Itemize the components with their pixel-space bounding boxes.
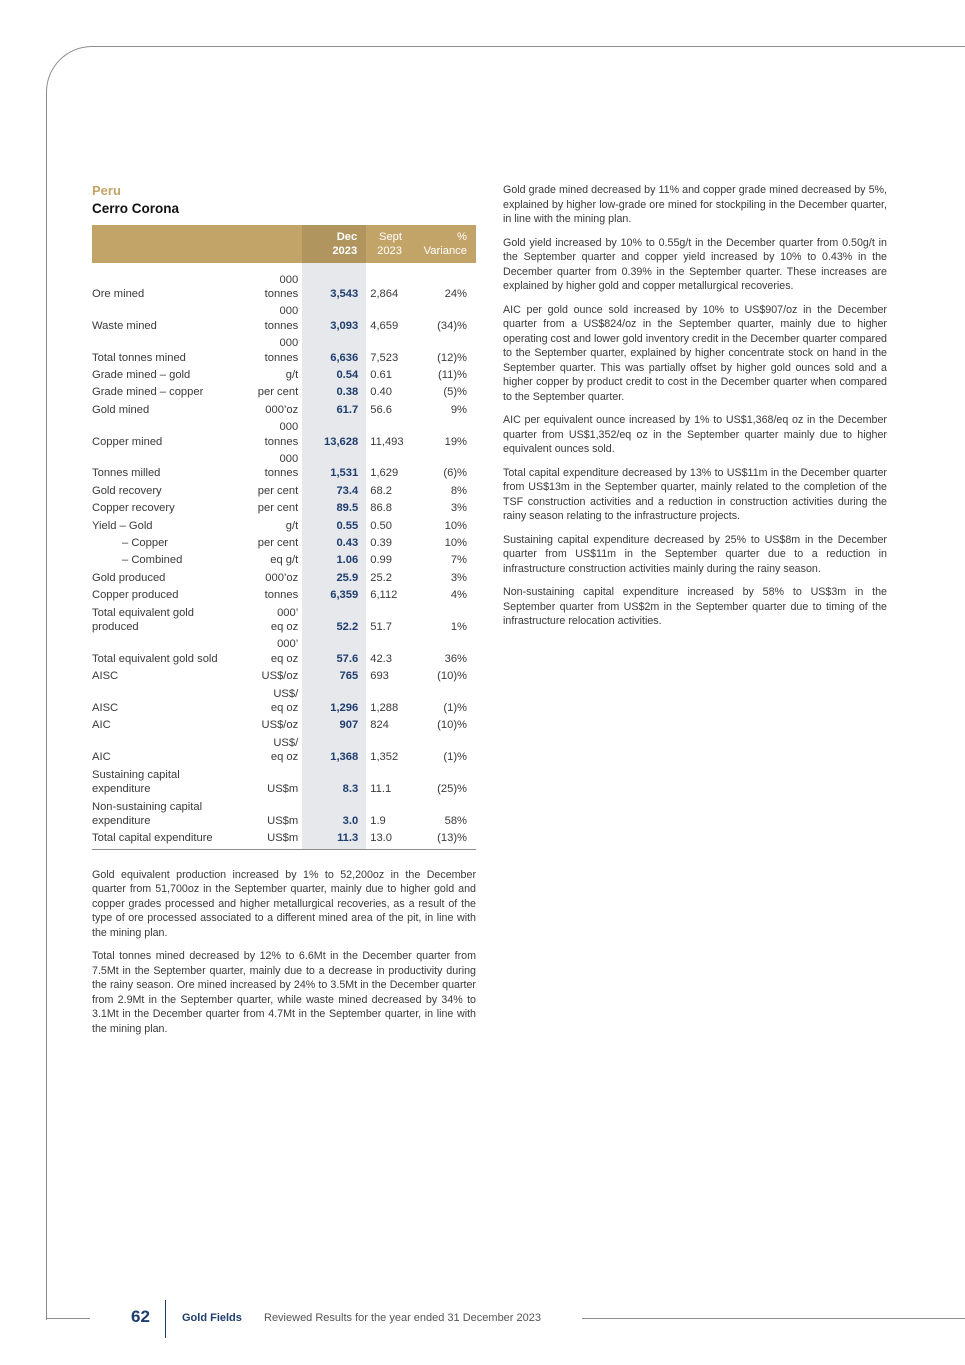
body-paragraph: Gold yield increased by 10% to 0.55g/t in the December quarter from 0.50g/t in the September quarter and copper yield increased by 10% to 0.43% in the December quarter from 0.39% in the September quarter. These increases are explained by higher gold and copper metallurgical recoveries. — [503, 236, 887, 292]
body-paragraph: AIC per equivalent ounce increased by 1% to US$1,368/eq oz in the December quarter from US$1,352/eq oz in the September quarter mainly due to higher equivalent ounces sold. — [503, 414, 887, 455]
value-sept-2023: 0.39 — [370, 537, 392, 549]
table-spacer-row — [92, 263, 476, 271]
value-sept-2023: 2,864 — [370, 287, 399, 300]
value-dec-2023: 0.54 — [302, 366, 366, 383]
value-dec-2023: 3.0 — [302, 798, 366, 830]
table-row — [92, 604, 476, 636]
left-text-block — [92, 868, 476, 1037]
value-variance: 8% — [450, 484, 467, 497]
value-variance: (25)% — [437, 783, 467, 796]
table-row — [92, 569, 476, 586]
value-variance: (11)% — [437, 368, 467, 381]
value-variance: 9% — [450, 403, 467, 416]
value-sept-2023: 25.2 — [370, 571, 392, 584]
value-dec-2023: 0.38 — [302, 384, 366, 401]
value-sept-2023: 0.40 — [370, 386, 392, 399]
value-variance: 10% — [444, 519, 467, 532]
row-unit: g/t — [285, 519, 299, 532]
row-unit: US$m — [267, 783, 299, 796]
value-sept-2023: 0.50 — [370, 519, 392, 532]
row-label: Total tonnes mined — [92, 351, 186, 364]
row-label: Grade mined – copper — [92, 386, 204, 399]
value-variance: 3% — [450, 571, 467, 584]
page-footer — [0, 1298, 965, 1338]
row-label: AIC — [92, 719, 111, 732]
row-label: Total capital expenditure — [92, 830, 232, 849]
value-variance: (34)% — [437, 319, 467, 332]
row-unit: g/t — [285, 368, 299, 381]
table-row — [92, 552, 476, 569]
row-unit: US$/oz — [261, 719, 299, 732]
value-dec-2023: 25.9 — [302, 569, 366, 586]
table-row — [92, 271, 476, 303]
row-label: AIC — [92, 751, 111, 764]
value-dec-2023: 907 — [302, 717, 366, 734]
table-row — [92, 517, 476, 534]
value-sept-2023: 0.61 — [370, 368, 392, 381]
value-sept-2023: 51.7 — [370, 621, 392, 634]
table-row — [92, 419, 476, 451]
row-label: Gold mined — [92, 403, 150, 416]
value-variance: (6)% — [443, 467, 467, 480]
value-sept-2023: 693 — [370, 670, 389, 683]
row-label: Copper mined — [92, 435, 163, 448]
value-sept-2023: 824 — [370, 719, 389, 732]
table-row — [92, 535, 476, 552]
body-paragraph: Gold grade mined decreased by 11% and copper grade mined decreased by 5%, explained by higher low-grade ore mined for stockpiling in the December quarter, in line with the mining plan. — [503, 184, 887, 225]
row-label: Grade mined – gold — [92, 368, 191, 381]
value-dec-2023: 73.4 — [302, 482, 366, 499]
row-unit: tonnes — [264, 589, 299, 602]
value-sept-2023: 86.8 — [370, 502, 392, 515]
value-dec-2023: 6,359 — [302, 587, 366, 604]
mine-title: Cerro Corona — [92, 201, 180, 216]
value-dec-2023: 3,543 — [302, 271, 366, 303]
value-dec-2023: 8.3 — [302, 766, 366, 798]
value-sept-2023: 7,523 — [370, 351, 399, 364]
row-label: – Combined — [122, 554, 183, 567]
row-label: Yield – Gold — [92, 519, 153, 532]
row-label: Gold produced — [92, 571, 166, 584]
value-sept-2023: 56.6 — [370, 403, 392, 416]
table-row — [92, 303, 476, 335]
row-label: Copper produced — [92, 589, 179, 602]
row-label: Gold recovery — [92, 484, 162, 497]
row-unit: per cent — [257, 386, 299, 399]
row-unit: US$m — [267, 814, 299, 827]
value-variance: (13)% — [411, 830, 476, 849]
row-unit: US$/ eq oz — [270, 687, 299, 715]
row-label: AISC — [92, 702, 119, 715]
value-dec-2023: 3,093 — [302, 303, 366, 335]
table-row — [92, 450, 476, 482]
operating-results-table — [92, 225, 476, 850]
value-variance: (10)% — [437, 670, 467, 683]
row-unit: US$/oz — [261, 670, 299, 683]
value-dec-2023: 61.7 — [302, 401, 366, 418]
table-row — [92, 830, 476, 849]
value-sept-2023: 6,112 — [370, 589, 398, 602]
report-title: Reviewed Results for the year ended 31 December 2023 — [264, 1312, 541, 1324]
header-sept-2023: Sept 2023 — [366, 225, 411, 263]
row-unit: 000 tonnes — [264, 273, 299, 300]
value-sept-2023: 13.0 — [366, 830, 411, 849]
table-row — [92, 587, 476, 604]
value-dec-2023: 765 — [302, 668, 366, 685]
value-sept-2023: 1,288 — [370, 702, 399, 715]
value-sept-2023: 42.3 — [370, 652, 392, 665]
row-label: Total equivalent gold sold — [92, 652, 218, 665]
value-variance: 10% — [444, 537, 467, 549]
row-label: Total equivalent gold produced — [92, 606, 195, 634]
table-row — [92, 685, 476, 717]
body-paragraph: Sustaining capital expenditure decreased by 25% to US$8m in the December quarter from US$11m in the September quarter due to a reduction in infrastructure construction activities mainly during the rainy season. — [503, 533, 887, 575]
value-variance: 3% — [450, 502, 467, 515]
row-unit: 000’ eq oz — [270, 606, 299, 634]
value-variance: 4% — [450, 589, 467, 602]
value-dec-2023: 52.2 — [302, 604, 366, 636]
body-paragraph: Gold equivalent production increased by 1% to 52,200oz in the December quarter from 51,700oz in the September quarter, mainly due to higher gold and copper grades processed and higher metallurgical recoveries, as a result of the type of ore processed associated to a different mined area of the pit, in line with the mining plan. — [92, 868, 476, 939]
table-row — [92, 482, 476, 499]
row-label: Waste mined — [92, 319, 157, 332]
row-unit: per cent — [257, 537, 299, 549]
header-blank — [92, 225, 232, 263]
value-dec-2023: 6,636 — [302, 335, 366, 367]
row-unit: US$/ eq oz — [270, 736, 299, 764]
value-variance: (1)% — [443, 702, 467, 715]
value-variance: 1% — [450, 621, 467, 634]
table-row — [92, 717, 476, 734]
value-dec-2023: 0.55 — [302, 517, 366, 534]
row-label: Tonnes milled — [92, 467, 161, 480]
body-paragraph: AIC per gold ounce sold increased by 10% to US$907/oz in the December quarter from a US$824/oz in the September quarter, mainly due to higher operating cost and lower gold inventory credit in the December quarter compared to the September quarter, explained by higher concentrate stock on hand in the September quarter. This was partially offset by higher gold ounces sold and a higher copper by product credit to cost in the December quarter when compared to the September quarter. — [503, 303, 887, 403]
value-variance: (12)% — [437, 351, 467, 364]
table-row — [92, 734, 476, 766]
body-paragraph: Non-sustaining capital expenditure increased by 58% to US$3m in the September quarter from US$2m in the September quarter due to timing of the infrastructure relocation activities. — [503, 586, 887, 627]
company-name: Gold Fields — [182, 1312, 242, 1324]
footer-rule — [582, 1318, 965, 1319]
row-label: Ore mined — [92, 287, 145, 300]
table-row — [92, 766, 476, 798]
value-dec-2023: 13,628 — [302, 419, 366, 451]
region-heading: Peru — [92, 183, 121, 198]
value-variance: 7% — [450, 554, 467, 567]
table-row — [92, 384, 476, 401]
row-unit: per cent — [257, 484, 299, 497]
row-unit: US$m — [232, 830, 302, 849]
row-label: Copper recovery — [92, 502, 175, 515]
row-label: Sustaining capital expenditure — [92, 768, 180, 796]
row-unit: 000 tonnes — [264, 452, 299, 480]
value-sept-2023: 11,493 — [370, 435, 404, 448]
table-row — [92, 401, 476, 418]
value-variance: 36% — [444, 652, 467, 665]
left-column — [92, 183, 476, 1045]
value-variance: 58% — [444, 814, 467, 827]
value-sept-2023: 68.2 — [370, 484, 392, 497]
row-unit: 000 tonnes — [264, 421, 299, 448]
table-row — [92, 500, 476, 517]
value-dec-2023: 0.43 — [302, 535, 366, 552]
table-row — [92, 335, 476, 367]
row-label: AISC — [92, 670, 119, 683]
value-dec-2023: 1,531 — [302, 450, 366, 482]
body-paragraph: Total capital expenditure decreased by 13% to US$11m in the December quarter from US$13m in the September quarter, mainly related to the completion of the TSF construction activities and a reduction in construction activities during the rainy season relating to the infrastructure projects. — [503, 466, 887, 522]
value-sept-2023: 1.9 — [370, 814, 386, 827]
value-variance: 19% — [444, 435, 467, 448]
right-column — [503, 183, 887, 638]
page-number: 62 — [131, 1307, 150, 1326]
value-dec-2023: 89.5 — [302, 500, 366, 517]
value-sept-2023: 1,352 — [370, 751, 399, 764]
value-sept-2023: 1,629 — [370, 467, 399, 480]
footer-divider — [165, 1300, 166, 1338]
value-variance: 24% — [444, 287, 467, 300]
value-variance: (10)% — [437, 719, 467, 732]
row-unit: per cent — [257, 502, 299, 515]
row-unit: 000’oz — [265, 403, 299, 416]
row-unit: 000 tonnes — [264, 305, 299, 332]
row-unit: 000’ eq oz — [270, 638, 299, 665]
table-row — [92, 798, 476, 830]
value-dec-2023: 1.06 — [302, 552, 366, 569]
value-sept-2023: 11.1 — [370, 783, 392, 796]
header-variance: % Variance — [411, 225, 476, 263]
table-row — [92, 366, 476, 383]
table-row — [92, 668, 476, 685]
row-unit: eq g/t — [270, 554, 299, 567]
table-row — [92, 636, 476, 668]
value-dec-2023: 1,296 — [302, 685, 366, 717]
value-dec-2023: 11.3 — [302, 830, 366, 849]
table-header-row — [92, 225, 476, 263]
value-dec-2023: 1,368 — [302, 734, 366, 766]
row-label: Non-sustaining capital expenditure — [92, 800, 203, 827]
value-sept-2023: 4,659 — [370, 319, 399, 332]
row-unit: 000 tonnes — [264, 337, 299, 364]
value-variance: (5)% — [443, 386, 467, 399]
value-sept-2023: 0.99 — [370, 554, 392, 567]
row-label: – Copper — [122, 537, 169, 549]
value-dec-2023: 57.6 — [302, 636, 366, 668]
header-dec-2023: Dec 2023 — [302, 225, 366, 263]
header-unit-blank — [232, 225, 302, 263]
row-unit: 000’oz — [265, 571, 299, 584]
value-variance: (1)% — [443, 751, 467, 764]
body-paragraph: Total tonnes mined decreased by 12% to 6.6Mt in the December quarter from 7.5Mt in the September quarter, mainly due to a decrease in productivity during the rainy season. Ore mined increased by 24% to 3.5Mt in the December quarter from 2.9Mt in the September quarter, while waste mined decreased by 34% to 3.1Mt in the December quarter from 4.7Mt in the September quarter, in line with the mining plan. — [92, 950, 476, 1035]
